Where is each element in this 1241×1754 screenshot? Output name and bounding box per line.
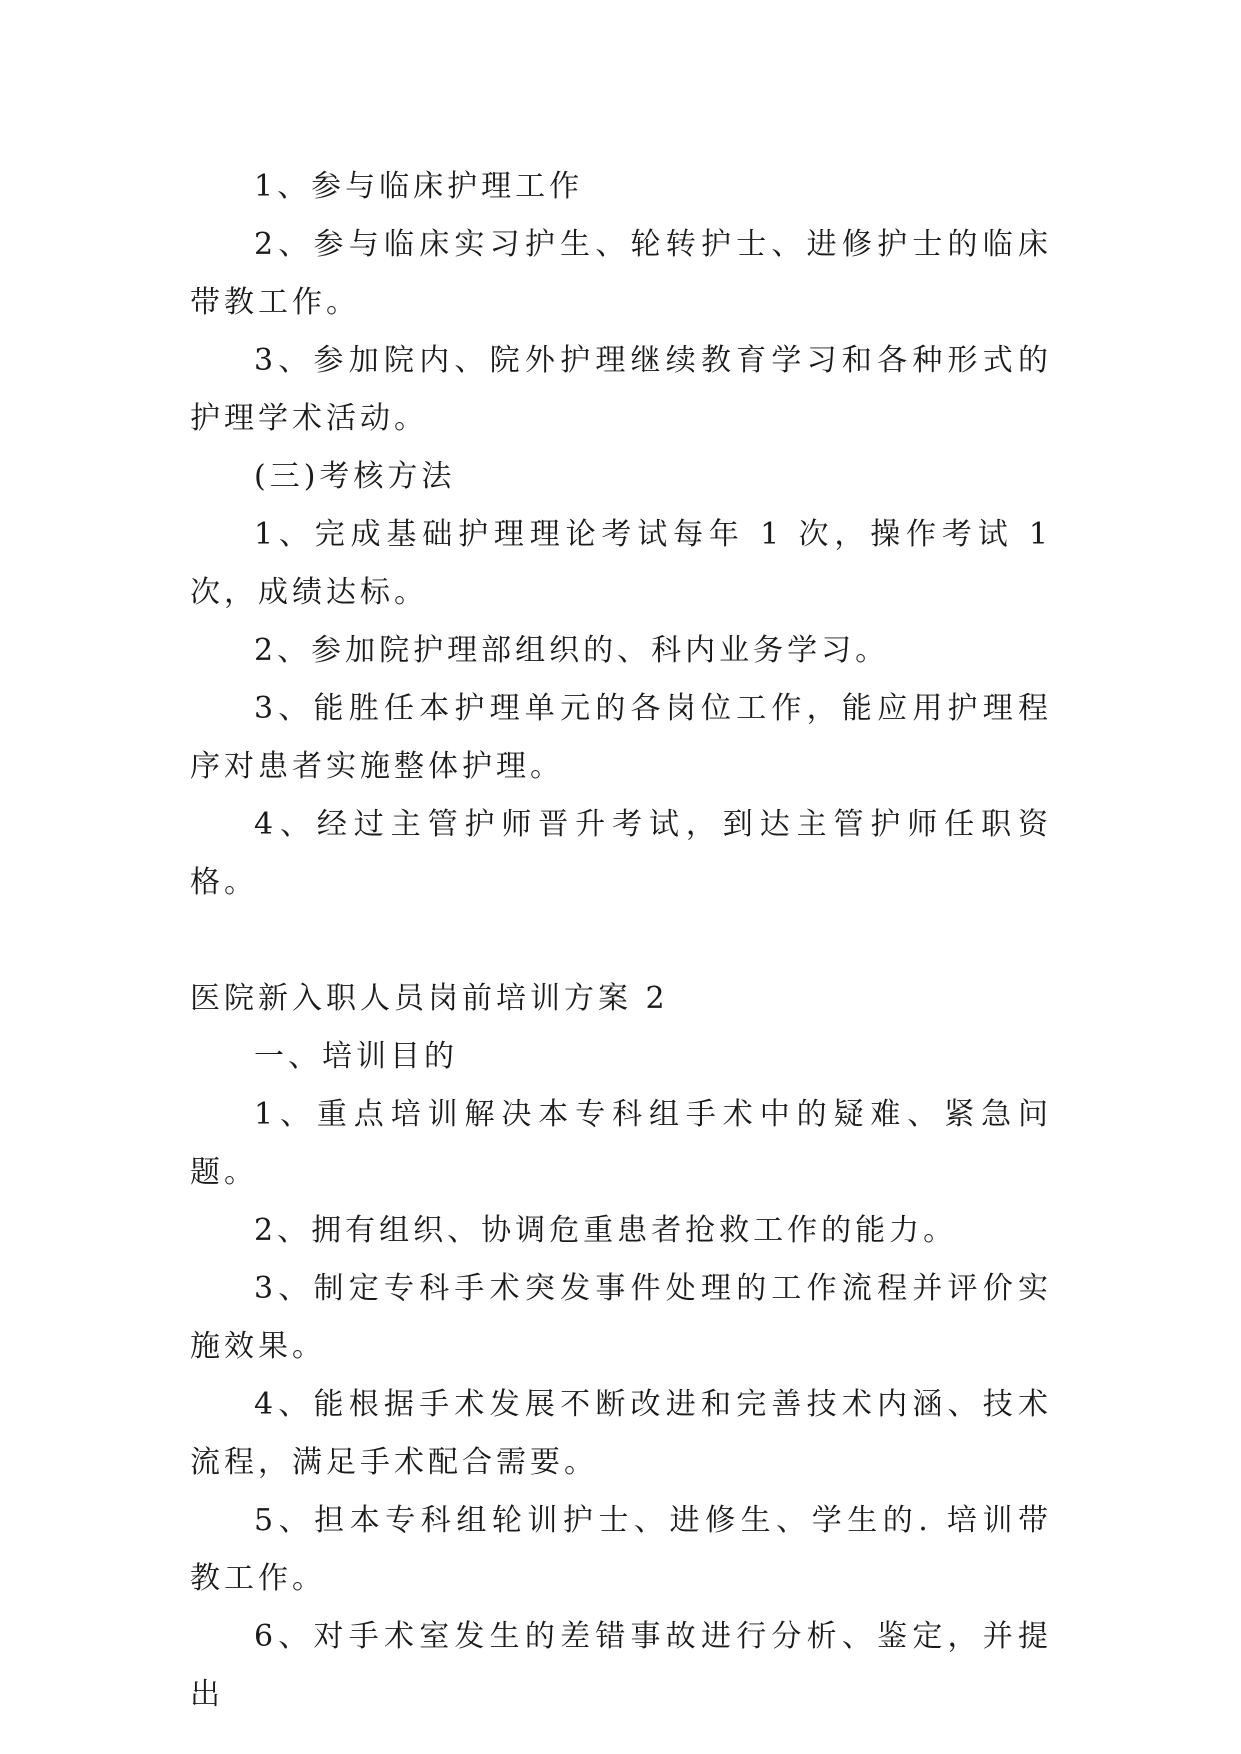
paragraph-objective-6: 6、对手术室发生的差错事故进行分析、鉴定，并提出 xyxy=(190,1619,1052,1712)
paragraph-objective-3: 3、制定专科手术突发事件处理的工作流程并评价实施效果。 xyxy=(190,1271,1052,1364)
paragraph-study: 2、参加院护理部组织的、科内业务学习。 xyxy=(254,633,890,668)
paragraph-continuing-education: 3、参加院内、院外护理继续教育学习和各种形式的护理学术活动。 xyxy=(190,343,1052,436)
paragraph-objective-5: 5、担本专科组轮训护士、进修生、学生的. 培训带教工作。 xyxy=(190,1503,1052,1596)
paragraph-objective-2: 2、拥有组织、协调危重患者抢救工作的能力。 xyxy=(254,1213,958,1248)
paragraph-exams: 1、完成基础护理理论考试每年 1 次，操作考试 1 次，成绩达标。 xyxy=(190,517,1052,610)
section-heading-assessment: (三)考核方法 xyxy=(254,459,456,494)
section-heading-objectives: 一、培训目的 xyxy=(254,1039,458,1074)
paragraph-objective-1: 1、重点培训解决本专科组手术中的疑难、紧急问题。 xyxy=(190,1097,1052,1190)
paragraph-teaching-work: 2、参与临床实习护生、轮转护士、进修护士的临床带教工作。 xyxy=(190,227,1052,320)
paragraph-promotion: 4、经过主管护师晋升考试，到达主管护师任职资格。 xyxy=(190,807,1052,900)
paragraph-participate-clinical: 1、参与临床护理工作 xyxy=(254,169,584,204)
spacer xyxy=(190,912,1052,970)
document-title: 医院新入职人员岗前培训方案 2 xyxy=(190,981,669,1016)
paragraph-competence: 3、能胜任本护理单元的各岗位工作，能应用护理程序对患者实施整体护理。 xyxy=(190,691,1052,784)
document-body xyxy=(190,158,1052,1724)
paragraph-objective-4: 4、能根据手术发展不断改进和完善技术内涵、技术流程，满足手术配合需要。 xyxy=(190,1387,1052,1480)
